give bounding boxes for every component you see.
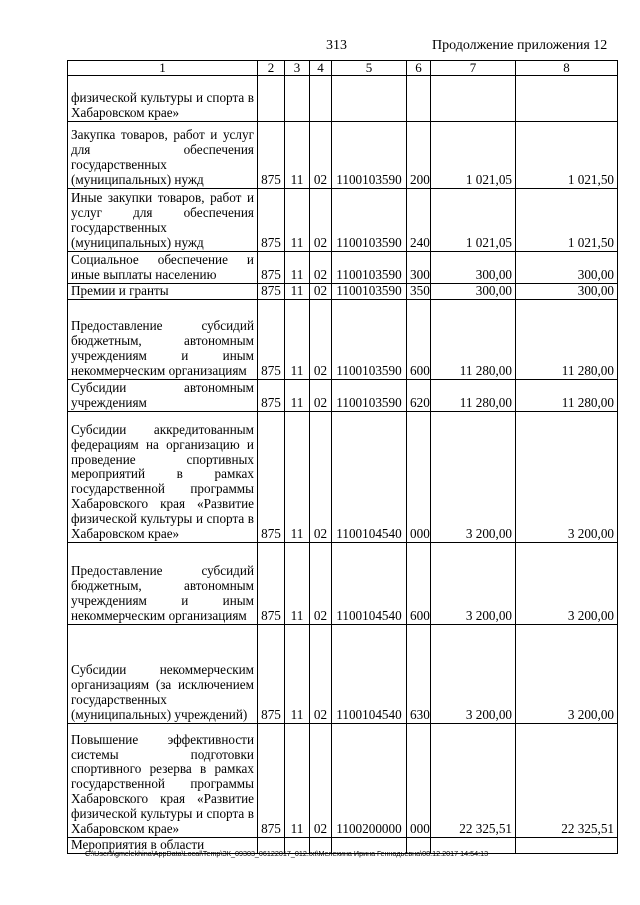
section-cell: 11 bbox=[285, 252, 310, 284]
section-cell: 11 bbox=[285, 189, 310, 252]
table-row bbox=[68, 724, 618, 838]
header-cell: 1 bbox=[68, 61, 258, 76]
section-cell: 11 bbox=[285, 625, 310, 724]
row-name-cell: Предоставление субсидий бюджетным, автономным учреждениям и иным некоммерческим организациям bbox=[68, 300, 258, 380]
subsection-cell: 02 bbox=[310, 380, 332, 412]
section-cell: 11 bbox=[285, 380, 310, 412]
subsection-cell: 02 bbox=[310, 724, 332, 838]
expense-type-cell: 240 bbox=[407, 189, 431, 252]
gr-code-cell: 875 bbox=[258, 252, 285, 284]
target-article-cell: 1100200000 bbox=[332, 724, 407, 838]
table-row bbox=[68, 412, 618, 543]
row-name-cell: Субсидии аккредитованным федерациям на организацию и проведение спортивных мероприятий в рамках государственной программы Хабаровского края «Развитие физической культуры и спорта в Хабаровском крае» bbox=[68, 412, 258, 543]
amount-cell: 3 200,00 bbox=[516, 625, 618, 724]
header-cell: 2 bbox=[258, 61, 285, 76]
section-cell: 11 bbox=[285, 122, 310, 189]
subsection-cell: 02 bbox=[310, 300, 332, 380]
subsection-cell: 02 bbox=[310, 122, 332, 189]
header-cell: 4 bbox=[310, 61, 332, 76]
header-cell: 3 bbox=[285, 61, 310, 76]
file-path-footer: C:\Users\gmelekhina\AppData\Local\Temp\ЗК_09303_06122017_012.txt\Мелехина Ирина Геннадьевна\08.12.2017 14:54:13 bbox=[85, 849, 489, 858]
section-cell bbox=[285, 76, 310, 122]
table-row bbox=[68, 252, 618, 284]
expense-type-cell: 300 bbox=[407, 252, 431, 284]
expense-type-cell: 620 bbox=[407, 380, 431, 412]
amount-cell: 11 280,00 bbox=[431, 380, 516, 412]
target-article-cell: 1100103590 bbox=[332, 252, 407, 284]
row-name-cell: Предоставление субсидий бюджетным, автономным учреждениям и иным некоммерческим организациям bbox=[68, 543, 258, 625]
table-row bbox=[68, 300, 618, 380]
header-cell: 7 bbox=[431, 61, 516, 76]
table-row bbox=[68, 543, 618, 625]
amount-cell: 3 200,00 bbox=[516, 412, 618, 543]
target-article-cell: 1100104540 bbox=[332, 625, 407, 724]
row-name-cell: Повышение эффективности системы подготовки спортивного резерва в рамках государственной программы Хабаровского края «Развитие физической культуры и спорта в Хабаровском крае» bbox=[68, 724, 258, 838]
amount-cell: 1 021,50 bbox=[516, 122, 618, 189]
expense-type-cell: 000 bbox=[407, 724, 431, 838]
header-cell: 8 bbox=[516, 61, 618, 76]
table-row bbox=[68, 122, 618, 189]
expense-type-cell: 630 bbox=[407, 625, 431, 724]
page-number: 313 bbox=[326, 38, 347, 53]
row-name-cell: Социальное обеспечение и иные выплаты населению bbox=[68, 252, 258, 284]
row-name-cell: Мероприятия в области bbox=[68, 838, 258, 854]
amount-cell: 300,00 bbox=[516, 252, 618, 284]
section-cell: 11 bbox=[285, 284, 310, 300]
target-article-cell: 1100103590 bbox=[332, 380, 407, 412]
subsection-cell bbox=[310, 76, 332, 122]
amount-cell: 22 325,51 bbox=[431, 724, 516, 838]
expense-type-cell: 600 bbox=[407, 543, 431, 625]
gr-code-cell bbox=[258, 76, 285, 122]
expense-type-cell: 000 bbox=[407, 412, 431, 543]
row-name-cell: Субсидии автономным учреждениям bbox=[68, 380, 258, 412]
gr-code-cell: 875 bbox=[258, 543, 285, 625]
subsection-cell: 02 bbox=[310, 625, 332, 724]
table-row bbox=[68, 380, 618, 412]
expense-type-cell: 350 bbox=[407, 284, 431, 300]
section-cell: 11 bbox=[285, 543, 310, 625]
amount-cell: 300,00 bbox=[431, 284, 516, 300]
amount-cell: 300,00 bbox=[431, 252, 516, 284]
header-row bbox=[68, 61, 618, 76]
section-cell: 11 bbox=[285, 412, 310, 543]
target-article-cell: 1100103590 bbox=[332, 189, 407, 252]
header-cell: 6 bbox=[407, 61, 431, 76]
gr-code-cell: 875 bbox=[258, 284, 285, 300]
target-article-cell: 1100104540 bbox=[332, 412, 407, 543]
subsection-cell: 02 bbox=[310, 284, 332, 300]
subsection-cell: 02 bbox=[310, 543, 332, 625]
row-name-cell: Закупка товаров, работ и услуг для обеспечения государственных (муниципальных) нужд bbox=[68, 122, 258, 189]
amount-cell: 22 325,51 bbox=[516, 724, 618, 838]
row-name-cell: Премии и гранты bbox=[68, 284, 258, 300]
amount-cell: 3 200,00 bbox=[516, 543, 618, 625]
amount-cell: 300,00 bbox=[516, 284, 618, 300]
amount-cell bbox=[516, 76, 618, 122]
amount-cell: 11 280,00 bbox=[516, 300, 618, 380]
subsection-cell: 02 bbox=[310, 412, 332, 543]
budget-table bbox=[67, 60, 618, 854]
table-row bbox=[68, 189, 618, 252]
gr-code-cell: 875 bbox=[258, 380, 285, 412]
section-cell: 11 bbox=[285, 724, 310, 838]
header-cell: 5 bbox=[332, 61, 407, 76]
row-name-cell: Иные закупки товаров, работ и услуг для обеспечения государственных (муниципальных) нужд bbox=[68, 189, 258, 252]
target-article-cell: 1100104540 bbox=[332, 543, 407, 625]
gr-code-cell: 875 bbox=[258, 625, 285, 724]
expense-type-cell bbox=[407, 76, 431, 122]
amount-cell: 1 021,05 bbox=[431, 122, 516, 189]
amount-cell: 3 200,00 bbox=[431, 625, 516, 724]
section-cell: 11 bbox=[285, 300, 310, 380]
amount-cell: 1 021,50 bbox=[516, 189, 618, 252]
row-name-cell: физической культуры и спорта в Хабаровском крае» bbox=[68, 76, 258, 122]
target-article-cell bbox=[332, 76, 407, 122]
subsection-cell: 02 bbox=[310, 189, 332, 252]
expense-type-cell: 600 bbox=[407, 300, 431, 380]
target-article-cell: 1100103590 bbox=[332, 122, 407, 189]
amount-cell: 1 021,05 bbox=[431, 189, 516, 252]
gr-code-cell: 875 bbox=[258, 724, 285, 838]
amount-cell bbox=[516, 838, 618, 854]
target-article-cell: 1100103590 bbox=[332, 300, 407, 380]
amount-cell bbox=[431, 76, 516, 122]
gr-code-cell: 875 bbox=[258, 122, 285, 189]
table-row bbox=[68, 76, 618, 122]
amount-cell: 3 200,00 bbox=[431, 543, 516, 625]
expense-type-cell: 200 bbox=[407, 122, 431, 189]
gr-code-cell: 875 bbox=[258, 189, 285, 252]
row-name-cell: Субсидии некоммерческим организациям (за исключением государственных (муниципальных) учреждений) bbox=[68, 625, 258, 724]
gr-code-cell: 875 bbox=[258, 412, 285, 543]
table-row bbox=[68, 625, 618, 724]
appendix-continuation-label: Продолжение приложения 12 bbox=[432, 38, 608, 53]
amount-cell: 11 280,00 bbox=[516, 380, 618, 412]
subsection-cell: 02 bbox=[310, 252, 332, 284]
target-article-cell: 1100103590 bbox=[332, 284, 407, 300]
amount-cell: 3 200,00 bbox=[431, 412, 516, 543]
gr-code-cell: 875 bbox=[258, 300, 285, 380]
table-row bbox=[68, 284, 618, 300]
amount-cell: 11 280,00 bbox=[431, 300, 516, 380]
